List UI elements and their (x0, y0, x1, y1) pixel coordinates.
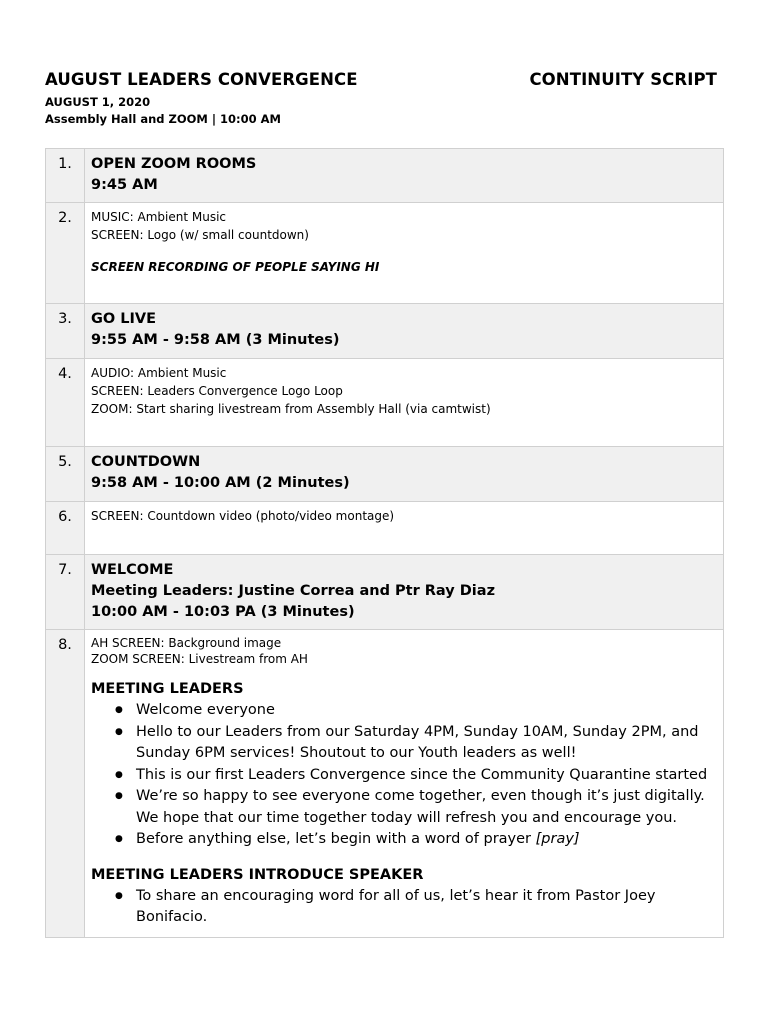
row-number: 7. (46, 555, 85, 630)
document-type: CONTINUITY SCRIPT (529, 70, 717, 89)
cue-subtitle: Meeting Leaders: Justine Correa and Ptr Ray Diaz (91, 583, 496, 599)
cue-title: COUNTDOWN (91, 454, 201, 470)
row-number: 2. (46, 203, 85, 304)
script-row (46, 555, 724, 630)
cue-time: 9:55 AM - 9:58 AM (3 Minutes) (91, 332, 340, 348)
script-row (46, 203, 724, 304)
script-row (46, 502, 724, 555)
introduction-list (91, 886, 717, 929)
cue-title: OPEN ZOOM ROOMS (91, 156, 257, 172)
details-cell (85, 630, 724, 938)
cue-time: 9:45 AM (91, 177, 158, 193)
row-number: 6. (46, 502, 85, 555)
cue-cell (85, 149, 724, 203)
row-number: 4. (46, 359, 85, 447)
cue-cell (85, 447, 724, 502)
event-date: AUGUST 1, 2020 (45, 95, 151, 109)
cue-time: 10:00 AM - 10:03 PA (3 Minutes) (91, 604, 355, 620)
row-number: 5. (46, 447, 85, 502)
details-cell (85, 203, 724, 304)
row-number: 1. (46, 149, 85, 203)
detail-line: SCREEN: Logo (w/ small countdown) (91, 228, 309, 242)
cue-title: GO LIVE (91, 311, 157, 327)
list-item: ● Hello to our Leaders from our Saturday 4PM, Sunday 10AM, Sunday 2PM, and Sunday 6PM services! Shoutout to our Youth leaders as well! (91, 722, 717, 765)
row-number: 8. (46, 630, 85, 938)
cue-time: 9:58 AM - 10:00 AM (2 Minutes) (91, 475, 350, 491)
detail-line: MUSIC: Ambient Music (91, 210, 227, 224)
list-item (91, 829, 717, 851)
event-title: AUGUST LEADERS CONVERGENCE (45, 70, 358, 89)
details-cell (85, 502, 724, 555)
details-cell (85, 359, 724, 447)
detail-line: ZOOM SCREEN: Livestream from AH (91, 652, 308, 666)
script-row (46, 630, 724, 938)
header-row (45, 70, 717, 89)
section-title: MEETING LEADERS (91, 681, 244, 697)
detail-line: ZOOM: Start sharing livestream from Assembly Hall (via camtwist) (91, 402, 491, 416)
list-item: ● Welcome everyone (91, 700, 717, 722)
cue-cell (85, 555, 724, 630)
prayer-text: Before anything else, let’s begin with a word of prayer (136, 831, 536, 847)
cue-title: WELCOME (91, 562, 174, 578)
recording-note: SCREEN RECORDING OF PEOPLE SAYING HI (91, 260, 380, 274)
detail-line: SCREEN: Leaders Convergence Logo Loop (91, 384, 343, 398)
document-header (45, 70, 717, 126)
detail-line: AUDIO: Ambient Music (91, 366, 227, 380)
script-row (46, 149, 724, 203)
detail-line: SCREEN: Countdown video (photo/video montage) (91, 509, 395, 523)
list-item: ● To share an encouraging word for all of us, let’s hear it from Pastor Joey Bonifacio. (91, 886, 717, 929)
prayer-cue: [pray] (535, 831, 580, 847)
script-row (46, 447, 724, 502)
script-row (46, 304, 724, 359)
list-item: ● We’re so happy to see everyone come together, even though it’s just digitally. We hope that our time together today will refresh you and encourage you. (91, 786, 717, 829)
detail-line: AH SCREEN: Background image (91, 636, 282, 650)
section-title: MEETING LEADERS INTRODUCE SPEAKER (91, 866, 424, 883)
cue-cell (85, 304, 724, 359)
row-number: 3. (46, 304, 85, 359)
talking-points-list (91, 700, 717, 851)
script-table (45, 148, 724, 938)
script-row (46, 359, 724, 447)
event-location: Assembly Hall and ZOOM | 10:00 AM (45, 112, 281, 126)
list-item: ● This is our first Leaders Convergence since the Community Quarantine started (91, 765, 717, 787)
